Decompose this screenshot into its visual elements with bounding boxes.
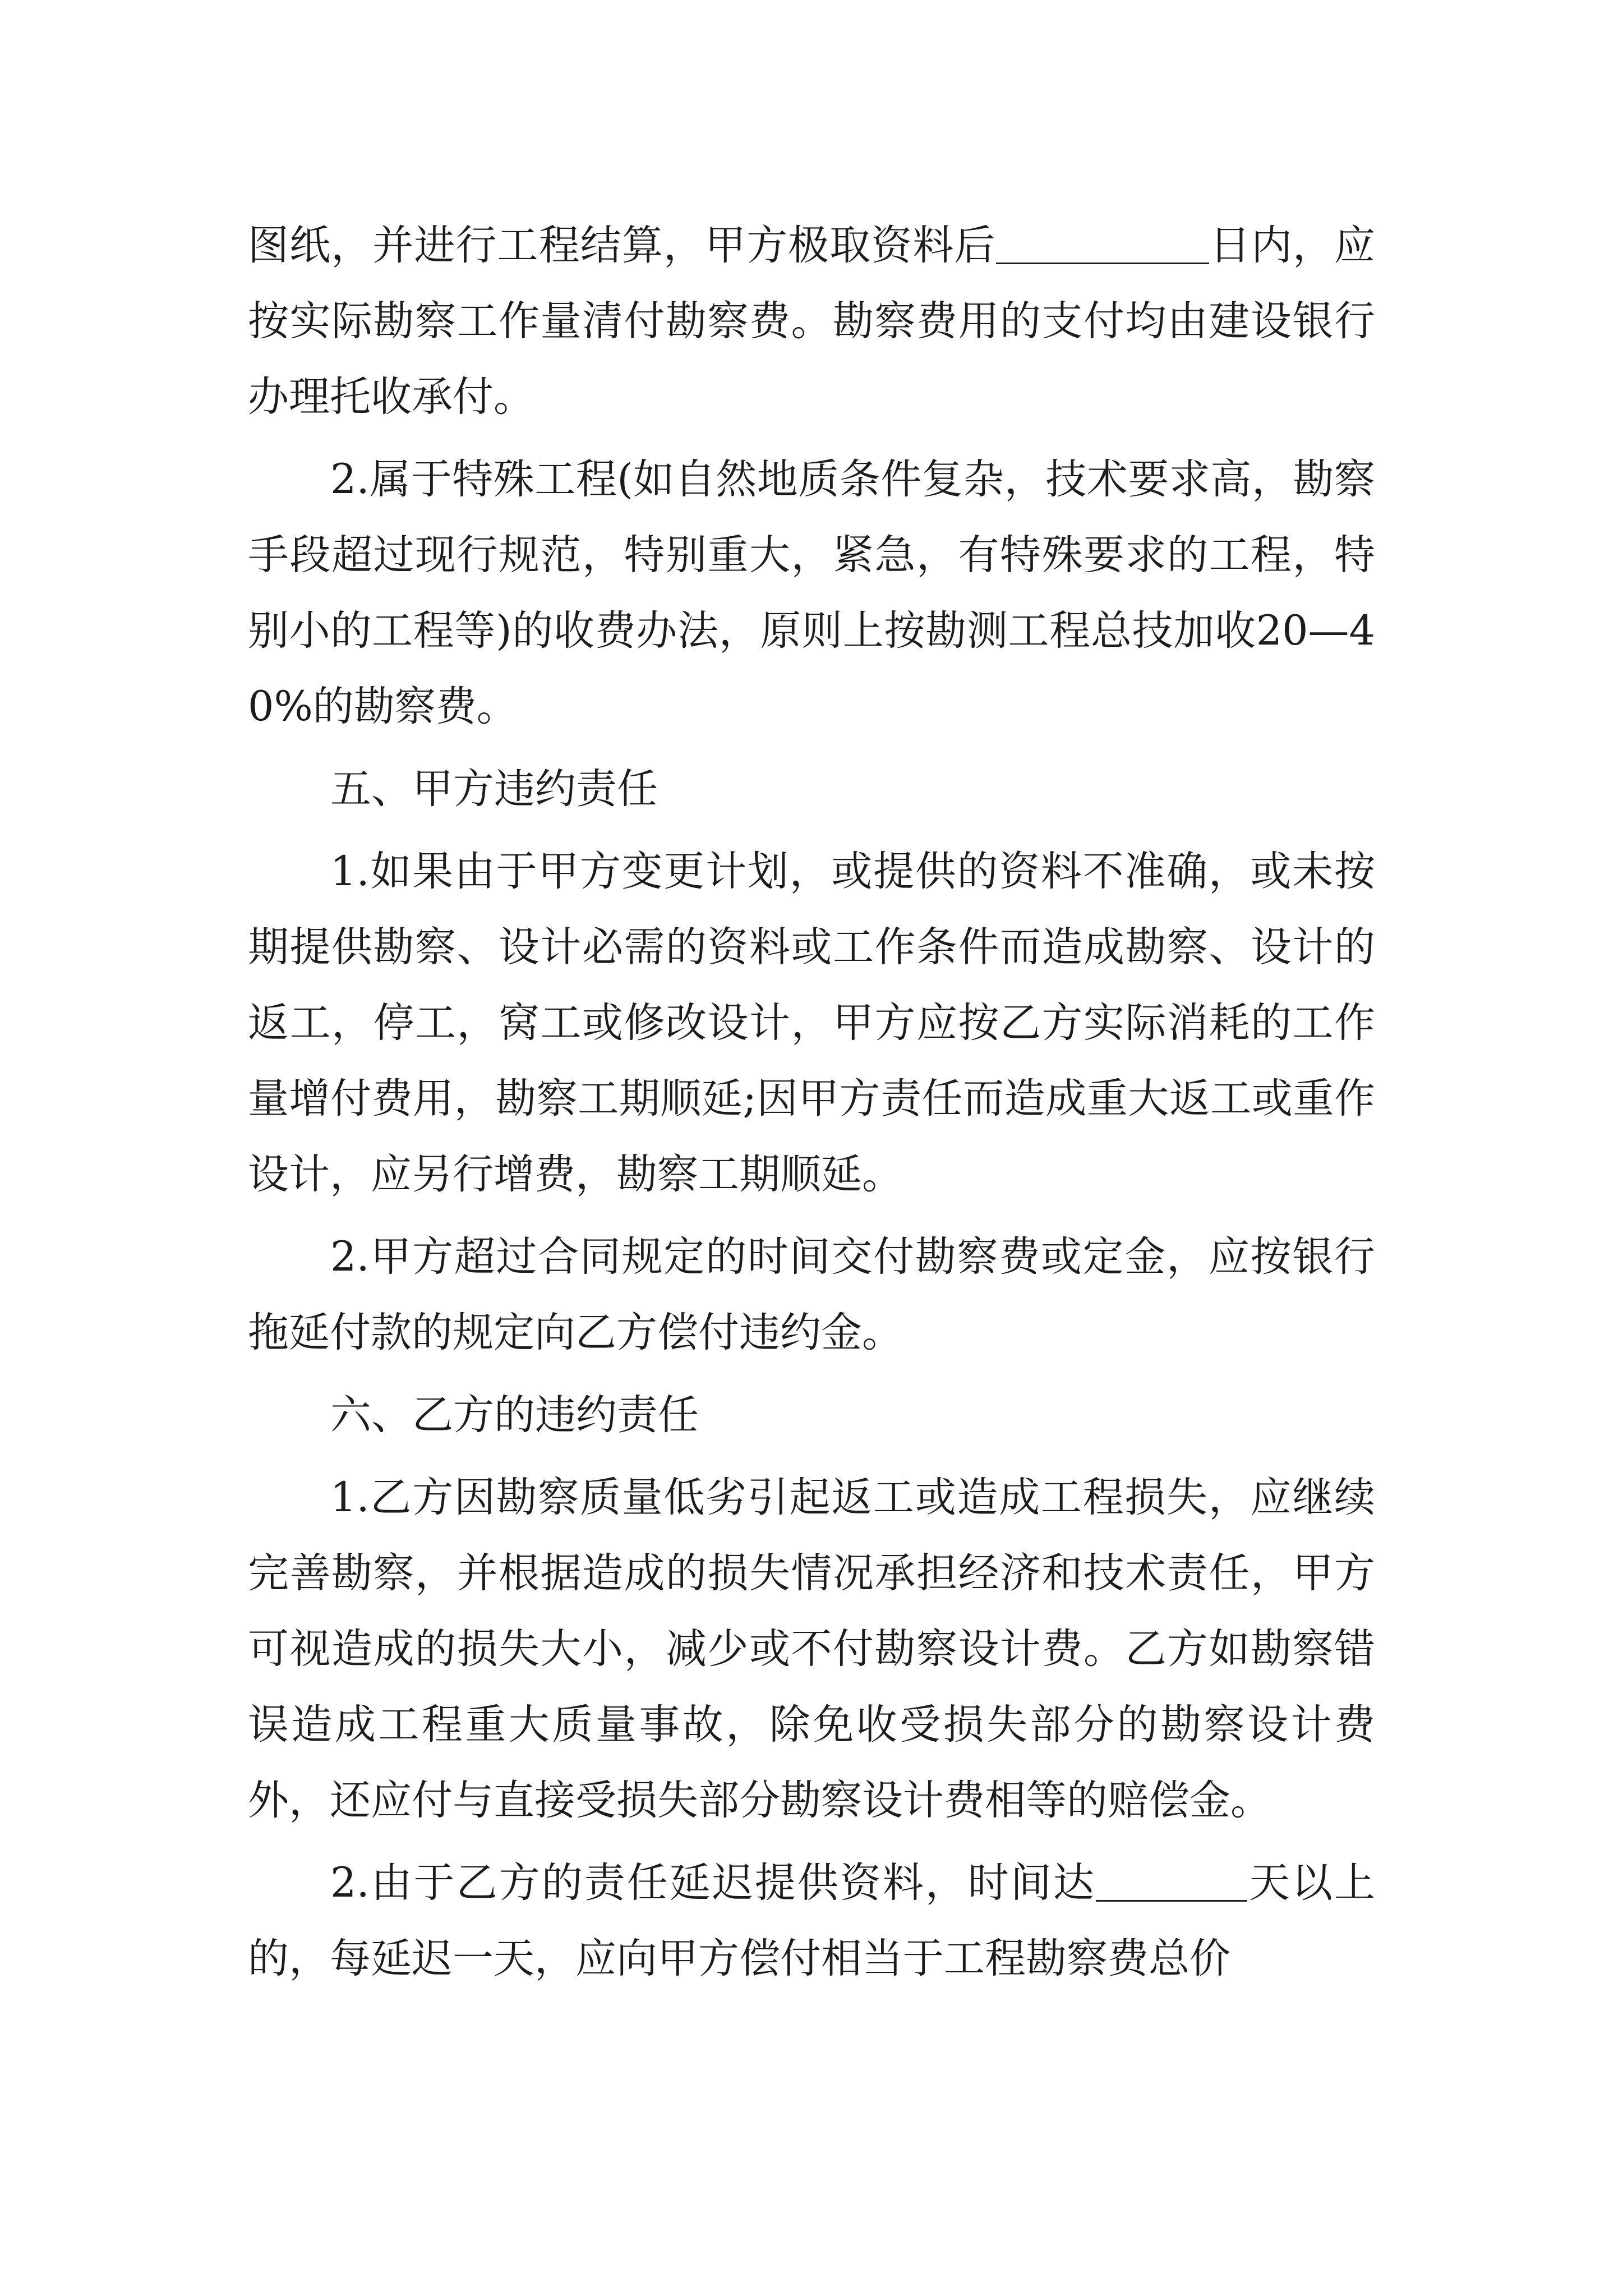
paragraph-party-b-quality: 1.乙方因勘察质量低劣引起返工或造成工程损失，应继续完善勘察，并根据造成的损失情况承担经济和技术责任，甲方可视造成的损失大小，减少或不付勘察设计费。乙方如勘察错误造成工程重大质量事故，除免收受损失部分的勘察设计费外，还应付与直接受损失部分勘察设计费相等的赔偿金。: [248, 1474, 1375, 1824]
paragraph-party-a-plan-change: 1.如果由于甲方变更计划，或提供的资料不准确，或未按期提供勘察、设计必需的资料或工作条件而造成勘察、设计的返工，停工，窝工或修改设计，甲方应按乙方实际消耗的工作量增付费用，勘察工期顺延;因甲方责任而造成重大返工或重作设计，应另行增费，勘察工期顺延。: [248, 848, 1375, 1198]
paragraph-text: 图纸，并进行工程结算，甲方极取资料后: [248, 222, 996, 269]
paragraph-special-project-fees: 2.属于特殊工程(如自然地质条件复杂，技术要求高，勘察手段超过现行规范，特别重大，紧急，有特殊要求的工程，特别小的工程等)的收费办法，原则上按勘测工程总技加收20—40%的勘察费。: [248, 455, 1375, 730]
document-body: [248, 208, 1375, 2003]
section-heading-party-a-liability: 五、甲方违约责任: [330, 765, 658, 813]
paragraph-party-b-delay: [248, 1845, 1375, 1996]
paragraph-text: 2.由于乙方的责任延迟提供资料，时间达: [330, 1859, 1096, 1907]
fill-in-blank-days: [1096, 1859, 1247, 1902]
section-heading-party-b-liability: 六、乙方的违约责任: [330, 1391, 699, 1439]
fill-in-blank-days: [996, 222, 1209, 264]
paragraph-text: 天以上的，每延迟一天，应向甲方偿付相当于工程勘察费总价: [248, 1859, 1376, 1982]
paragraph-text: 日内，应按实际勘察工作量清付勘察费。勘察费用的支付均由建设银行办理托收承付。: [248, 222, 1376, 421]
paragraph-payment-settlement: [248, 208, 1375, 435]
paragraph-party-a-late-payment: 2.甲方超过合同规定的时间交付勘察费或定金，应按银行拖延付款的规定向乙方偿付违约金。: [248, 1233, 1375, 1356]
